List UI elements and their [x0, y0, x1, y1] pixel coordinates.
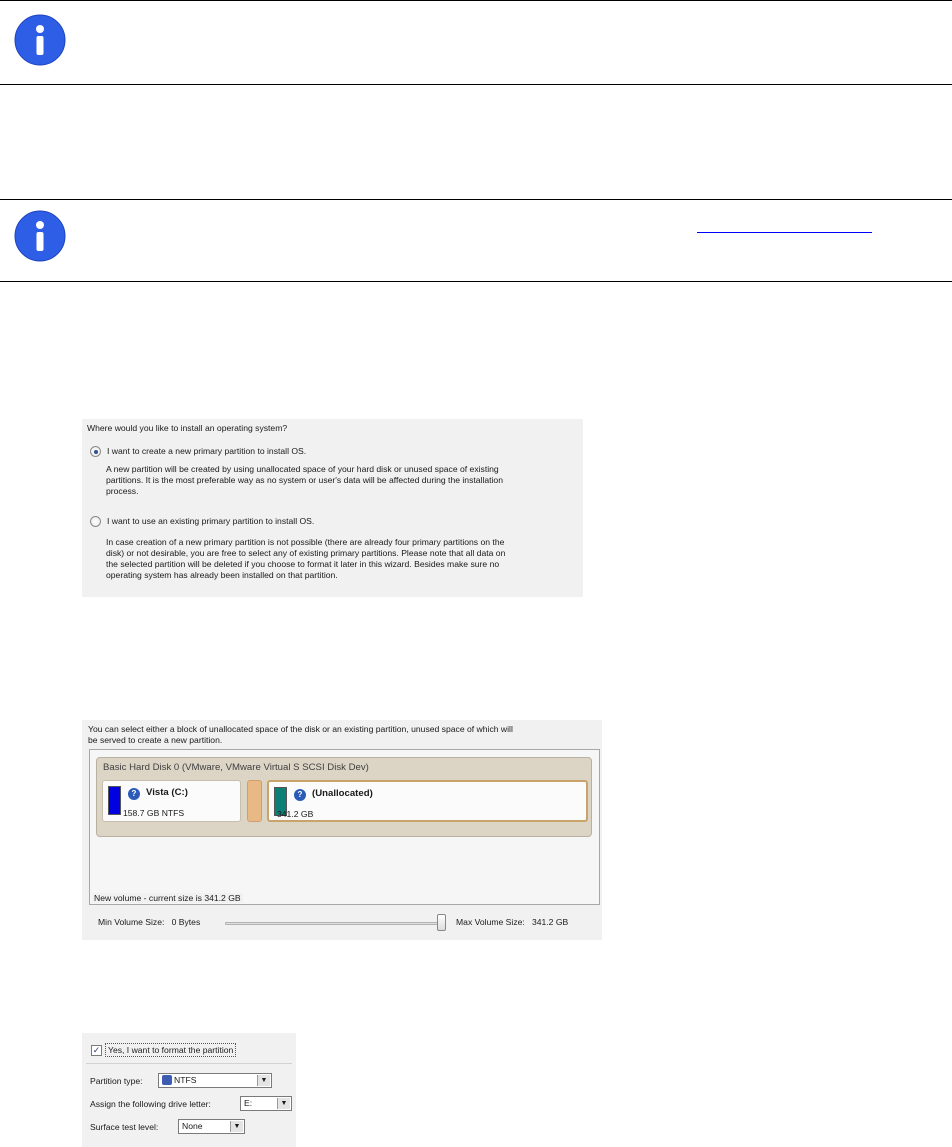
min-volume-label: Min Volume Size:	[98, 917, 165, 927]
description-line: process.	[106, 486, 139, 496]
surface-test-label: Surface test level:	[90, 1122, 159, 1132]
partition-color-bar	[108, 786, 121, 815]
chevron-down-icon[interactable]: ▼	[277, 1098, 290, 1109]
format-checkbox[interactable]: ✓	[92, 1045, 101, 1055]
chevron-down-icon[interactable]: ▼	[257, 1075, 270, 1086]
radio-new-partition[interactable]	[90, 446, 101, 457]
radio-existing-partition[interactable]	[90, 516, 101, 527]
description-line: the selected partition will be deleted if you choose to format it later in this wizard. Besides make sure no	[106, 559, 500, 569]
surface-test-value: None	[182, 1121, 203, 1131]
max-volume-value: 341.2 GB	[531, 917, 569, 927]
description-line: In case creation of a new primary partition is not possible (there are already four primary partitions on the	[106, 537, 505, 547]
disk-box[interactable]	[96, 757, 592, 837]
min-volume-value: 0 Bytes	[171, 917, 201, 927]
partition-type-label: Partition type:	[90, 1076, 143, 1086]
info-box-bottom-rule	[0, 84, 952, 85]
info-icon	[14, 210, 66, 262]
partition-unallocated[interactable]	[267, 780, 588, 822]
info-box-bottom-rule	[0, 281, 952, 282]
option-existing-partition-description	[106, 537, 578, 581]
disk-selection-panel	[82, 720, 602, 940]
option-existing-partition[interactable]	[90, 516, 314, 527]
partition-type-value: NTFS	[174, 1075, 197, 1085]
partition-question-icon: ?	[128, 788, 140, 800]
volume-size-slider[interactable]	[225, 922, 445, 925]
partition-question-icon: ?	[294, 789, 306, 801]
partition-name: Vista (C:)	[146, 787, 188, 798]
description-line: partitions. It is the most preferable way as no system or user's data will be affected during the installation	[106, 475, 503, 485]
disk-title: Basic Hard Disk 0 (VMware, VMware Virtual S SCSI Disk Dev)	[103, 762, 369, 773]
description-line: operating system has already been installed on that partition.	[106, 570, 338, 580]
divider	[86, 1063, 292, 1064]
intro-line: be served to create a new partition.	[88, 735, 223, 745]
description-line: A new partition will be created by using unallocated space of your hard disk or unused space of existing	[106, 464, 499, 474]
disk-selection-intro	[88, 724, 596, 746]
partition-spacer	[247, 780, 262, 822]
info-box-top-rule	[0, 199, 952, 200]
drive-letter-value: E:	[244, 1098, 253, 1108]
chevron-down-icon[interactable]: ▼	[230, 1121, 243, 1132]
format-panel	[82, 1033, 296, 1147]
info-link[interactable]	[697, 232, 872, 233]
intro-line: You can select either a block of unallocated space of the disk or an existing partition, unused space of which will	[88, 724, 513, 734]
option-new-partition[interactable]	[90, 446, 306, 457]
partition-name: (Unallocated)	[312, 788, 373, 799]
surface-test-select[interactable]	[178, 1119, 245, 1134]
partition-vista[interactable]	[102, 780, 241, 822]
volume-size-slider-thumb[interactable]	[437, 914, 446, 931]
partition-type-select[interactable]	[158, 1073, 272, 1088]
option-new-partition-description	[106, 464, 578, 497]
max-volume-label: Max Volume Size:	[456, 917, 525, 927]
partition-size: 158.7 GB NTFS	[123, 808, 185, 818]
description-line: disk) or not desirable, you are free to select any of existing primary partitions. Please note that all data on	[106, 548, 506, 558]
option-existing-partition-label[interactable]: I want to use an existing primary partition to install OS.	[107, 516, 315, 526]
min-volume-size	[98, 917, 200, 927]
max-volume-size	[456, 917, 568, 927]
format-checkbox-label[interactable]: Yes, I want to format the partition	[105, 1043, 236, 1057]
partition-size: 341.2 GB	[277, 809, 314, 819]
info-box-top-rule	[0, 0, 952, 1]
drive-letter-select[interactable]	[240, 1096, 292, 1111]
drive-letter-label: Assign the following drive letter:	[90, 1099, 211, 1109]
install-question: Where would you like to install an operating system?	[87, 423, 288, 433]
option-new-partition-label[interactable]: I want to create a new primary partition to install OS.	[107, 446, 307, 456]
filesystem-icon	[162, 1075, 172, 1085]
volume-legend: New volume - current size is 341.2 GB	[94, 893, 241, 903]
info-icon	[14, 14, 66, 66]
disk-map	[89, 749, 600, 905]
install-location-panel	[82, 419, 583, 597]
